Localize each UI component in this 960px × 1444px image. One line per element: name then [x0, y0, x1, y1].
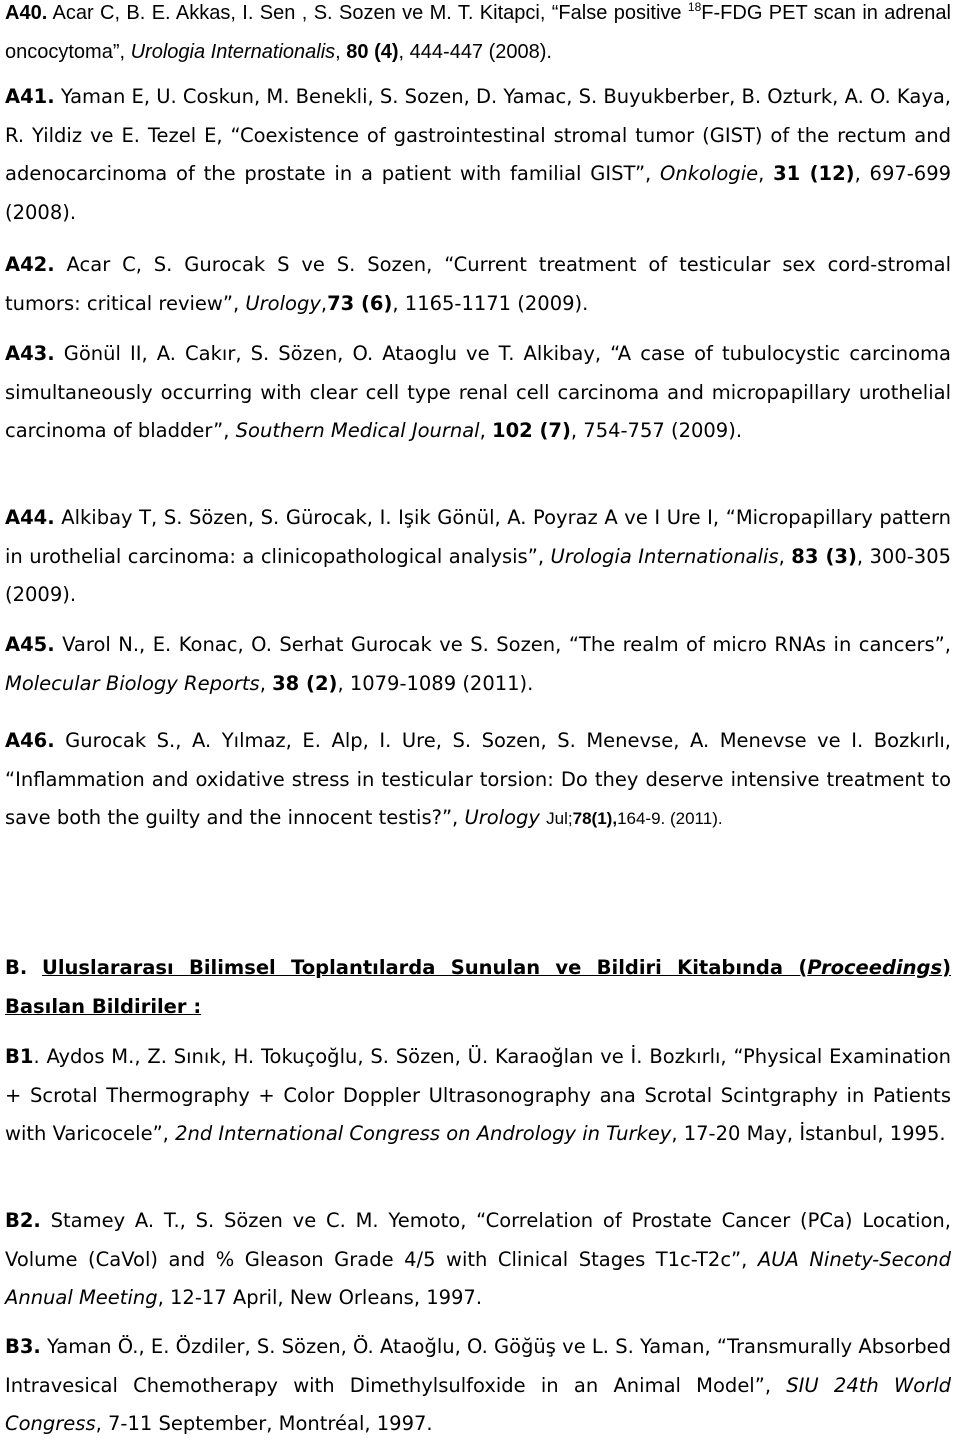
- entry-a46-segment: Jul;: [546, 809, 573, 828]
- entry-a42-segment: Urology: [245, 291, 321, 315]
- entry-a44-segment: ,: [778, 544, 792, 568]
- entry-a40-segment: Acar C, B. E. Akkas, I. Sen , S. Sozen ve M. T. Kitapci, “False positive: [47, 2, 688, 24]
- reference-entry-b2: [5, 1202, 951, 1318]
- entry-a46-segment: A46.: [5, 729, 55, 752]
- reference-entry-a42: [5, 246, 951, 323]
- entry-a43-segment: Southern Medical Journal: [235, 419, 480, 442]
- entry-a44-segment: A44.: [5, 506, 55, 529]
- entry-a46-segment: Gurocak S., A. Yılmaz, E. Alp, I. Ure, S. Sozen, S. Menevse, A. Menevse ve I. Bozkırlı, “Inflammation and oxidative stress in testicular torsion: Do they deserve intensive treatment to save both the guilty and the innocent testis?”,: [5, 729, 951, 829]
- entry-b1-segment: . Aydos M., Z. Sınık, H. Tokuçoğlu, S. Sözen, Ü. Karaoğlan ve İ. Bozkırlı, “Physical Examination + Scrotal Thermography + Color Doppler Ultrasonography ana Scrotal Scintgraphy in Patients with Varicocele”,: [5, 1045, 951, 1145]
- entry-b3-segment: , 7-11 September, Montréal, 1997.: [95, 1412, 433, 1435]
- entry-a44-segment: 83 (3): [791, 544, 857, 568]
- entry-secB-segment: ) Basılan Bildiriler :: [5, 956, 951, 1018]
- reference-entry-a44: [5, 499, 951, 615]
- entry-b2-segment: Stamey A. T., S. Sözen ve C. M. Yemoto, “Correlation of Prostate Cancer (PCa) Location, Volume (CaVol) and % Gleason Grade 4/5 with Clinical Stages T1c-T2c”,: [5, 1209, 951, 1271]
- entry-a41-segment: ,: [758, 162, 774, 185]
- entry-a42-segment: A42.: [5, 253, 55, 276]
- entry-a45-segment: ,: [259, 671, 273, 695]
- entry-a46-segment: 164-9. (2011).: [617, 809, 723, 828]
- entry-b2-segment: , 12-17 April, New Orleans, 1997.: [157, 1286, 483, 1309]
- entry-a41-segment: , 697-699 (2008).: [5, 162, 952, 224]
- entry-a42-segment: 73 (6): [327, 291, 393, 315]
- entry-secB-segment: B.: [5, 956, 28, 979]
- entry-a42-segment: Acar C, S. Gurocak S ve S. Sozen, “Current treatment of testicular sex cord-stromal tumors: critical review”,: [5, 253, 951, 315]
- entry-secB-segment: [27, 956, 42, 979]
- entry-a40-segment: ,: [335, 41, 347, 63]
- entry-a45-segment: , 1079-1089 (2011).: [337, 671, 534, 695]
- entry-b1-segment: B1: [5, 1045, 34, 1068]
- entry-a44-segment: Urologia Internationalis: [550, 544, 779, 568]
- entry-a44-segment: , 300-305 (2009).: [5, 544, 952, 606]
- entry-a43-segment: A43.: [5, 342, 55, 365]
- reference-entry-a45: [5, 626, 951, 703]
- entry-a41-segment: Tezel E, “Coexistence of gastrointestinal stromal tumor (GIST) of the rectum and adenocarcinoma of the prostate in a patient with familial GIST”,: [5, 123, 951, 185]
- entry-b1-segment: 2nd International Congress on Andrology in Turkey: [175, 1122, 672, 1145]
- entry-a40-segment: 80 (4): [346, 41, 399, 63]
- entry-a40-segment: A40.: [5, 2, 48, 24]
- entry-a40-segment: F-FDG PET scan in adrenal oncocytoma”,: [5, 2, 951, 63]
- entry-a45-segment: Molecular Biology Reports: [5, 671, 260, 695]
- reference-entry-a40: [5, 0, 951, 72]
- entry-a42-segment: , 1165-1171 (2009).: [392, 291, 589, 315]
- entry-secB-segment: Proceedings: [807, 956, 943, 979]
- entry-b3-segment: SIU 24th World Congress: [5, 1373, 952, 1435]
- entry-a45-segment: 38 (2): [272, 671, 338, 695]
- reference-entry-b3: [5, 1328, 951, 1444]
- entry-b3-segment: Yaman Ö., E. Özdiler, S. Sözen, Ö. Ataoğlu, O. Göğüş ve L. S. Yaman, “Transmurally Absorbed Intravesical Chemotherapy with Dimethylsulfoxide in an Animal Model”,: [5, 1335, 951, 1397]
- entry-a41-segment: 31 (12): [773, 162, 855, 185]
- entry-b1-segment: , 17-20 May, İstanbul, 1995.: [671, 1122, 946, 1145]
- entry-a40-segment: 18: [687, 0, 702, 14]
- section-heading-b: [5, 949, 951, 1026]
- entry-a41-segment: A41.: [5, 85, 55, 108]
- entry-a45-segment: Varol N., E. Konac, O. Serhat Gurocak ve S. Sozen, “The realm of micro RNAs in cancers”,: [54, 633, 951, 656]
- entry-a41-segment: Onkologie: [660, 162, 759, 185]
- entry-a40-segment: Urologia Internationalis: [130, 41, 336, 63]
- reference-entry-a46: [5, 722, 951, 839]
- reference-entry-b1: [5, 1038, 951, 1154]
- entry-a46-segment: 78(1),: [572, 809, 618, 828]
- entry-secB-segment: Uluslararası Bilimsel Toplantılarda Sunulan ve Bildiri Kitabında (: [42, 956, 808, 979]
- entry-b2-segment: B2.: [5, 1209, 41, 1232]
- entry-a45-segment: A45.: [5, 633, 55, 656]
- entry-a43-segment: ,: [479, 419, 493, 442]
- reference-entry-a41: [5, 78, 951, 232]
- entry-a44-segment: Alkibay T, S. Sözen, S. Gürocak, I. Işik Gönül, A. Poyraz A ve I Ure I, “Micropapillary pattern in urothelial carcinoma: a clinicopathological analysis”,: [5, 506, 951, 568]
- entry-a43-segment: Gönül II, A. Cakır, S. Sözen, O. Ataoglu ve T. Alkibay, “A case of tubulocystic carcinoma simultaneously occurring with clear cell type renal cell carcinoma and micropapillary urothelial carcinoma of bladder”,: [5, 342, 951, 442]
- entry-b2-segment: AUA Ninety-Second Annual Meeting: [5, 1247, 951, 1309]
- entry-a43-segment: , 754-757 (2009).: [570, 419, 743, 442]
- entry-b3-segment: B3.: [5, 1335, 41, 1358]
- entry-a41-segment: Yaman E, U. Coskun, M. Benekli, S. Sozen, D. Yamac, S. Buyukberber, B. Ozturk, A. O. Kaya, R. Yildiz ve E.: [5, 85, 952, 147]
- entry-a46-segment: Urology: [464, 806, 540, 829]
- entry-a40-segment: , 444-447 (2008).: [398, 41, 552, 63]
- reference-entry-a43: [5, 335, 951, 451]
- entry-a43-segment: 102 (7): [492, 419, 571, 442]
- entry-a42-segment: ,: [320, 291, 328, 315]
